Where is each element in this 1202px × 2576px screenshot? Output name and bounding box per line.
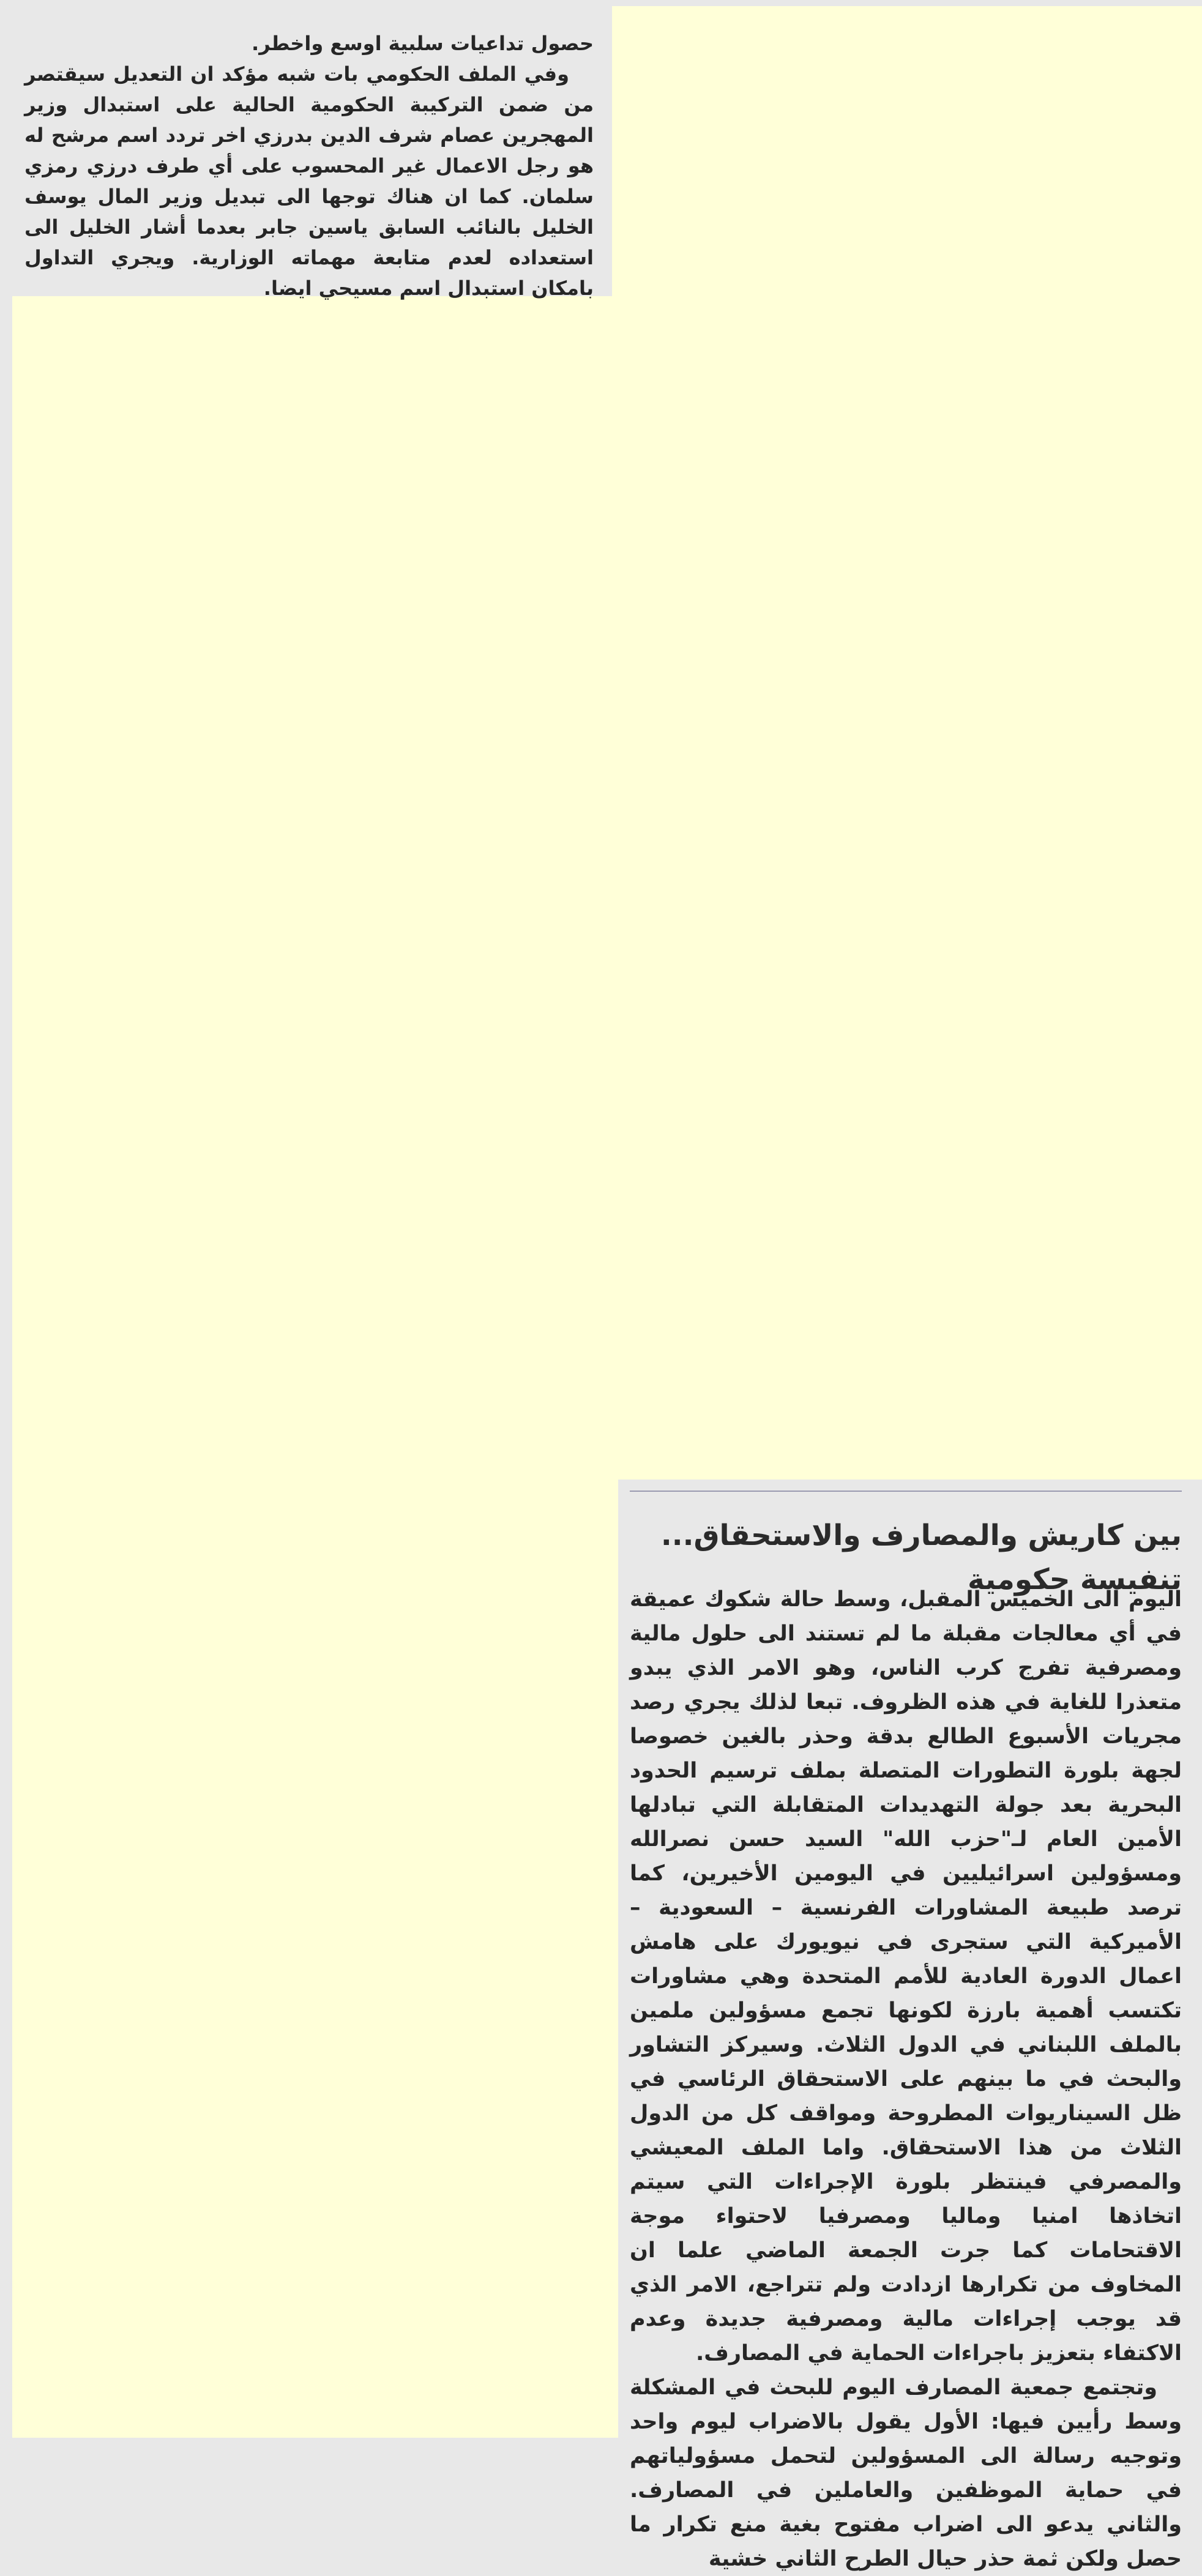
article-body — [630, 1582, 1182, 2576]
top-paragraph-2: وفي الملف الحكومي بات شبه مؤكد ان التعديل سيقتصر من ضمن التركيبة الحكومية الحالية على استبدال وزير المهجرين عصام شرف الدين بدرزي اخر تردد اسم مرشح له هو رجل الاعمال غير المحسوب على أي طرف درزي رمزي سلمان. كما ان هناك توجها الى تبديل وزير المال يوسف الخليل بالنائب السابق ياسين جابر بعدما أشار الخليل الى استعداده لعدم متابعة مهماته الوزارية. ويجري التداول بامكان استبدال اسم مسيحي ايضا. — [24, 62, 594, 300]
article-paragraph-1: اليوم الى الخميس المقبل، وسط حالة شكوك عميقة في أي معالجات مقبلة ما لم تستند الى حلول مالية ومصرفية تفرج كرب الناس، وهو الامر الذي يبدو متعذرا للغاية في هذه الظروف. تبعا لذلك يجري رصد مجريات الأسبوع الطالع بدقة وحذر بالغين خصوصا لجهة بلورة التطورات المتصلة بملف ترسيم الحدود البحرية بعد جولة التهديدات المتقابلة التي تبادلها الأمين العام لـ"حزب الله" السيد حسن نصرالله ومسؤولين اسرائيليين في اليومين الأخيرين، كما ترصد طبيعة المشاورات الفرنسية – السعودية – الأميركية التي ستجرى في نيويورك على هامش اعمال الدورة العادية للأمم المتحدة وهي مشاورات تكتسب أهمية بارزة لكونها تجمع مسؤولين ملمين بالملف اللبناني في الدول الثلاث. وسيركز التشاور والبحث في ما بينهم على الاستحقاق الرئاسي في ظل السيناريوات المطروحة ومواقف كل من الدول الثلاث من هذا الاستحقاق. واما الملف المعيشي والمصرفي فينتظر بلورة الإجراءات التي سيتم اتخاذها امنيا وماليا ومصرفيا لاحتواء موجة الاقتحامات كما جرت الجمعة الماضي علما ان المخاوف من تكرارها ازدادت ولم تتراجع، الامر الذي قد يوجب إجراءات مالية ومصرفية جديدة وعدم الاكتفاء بتعزيز باجراءات الحماية في المصارف. — [630, 1587, 1182, 2366]
article-headline: بين كاريش والمصارف والاستحقاق... تنفيسة حكومية — [660, 1519, 1182, 1596]
yellow-background-bottom-left — [12, 1480, 618, 2438]
article-box — [620, 1480, 1192, 2571]
top-text-column — [24, 28, 594, 303]
top-paragraph-1: حصول تداعيات سلبية اوسع واخطر. — [252, 32, 594, 55]
yellow-background-middle — [12, 296, 1202, 1480]
article-paragraph-2: وتجتمع جمعية المصارف اليوم للبحث في المشكلة وسط رأيين فيها: الأول يقول بالاضراب ليوم واحد وتوجيه رسالة الى المسؤولين لتحمل مسؤولياتهم في حماية الموظفين والعاملين في المصارف. والثاني يدعو الى اضراب مفتوح بغية منع تكرار ما حصل ولكن ثمة حذر حيال الطرح الثاني خشية — [630, 2375, 1182, 2571]
article-divider — [630, 1491, 1182, 1492]
